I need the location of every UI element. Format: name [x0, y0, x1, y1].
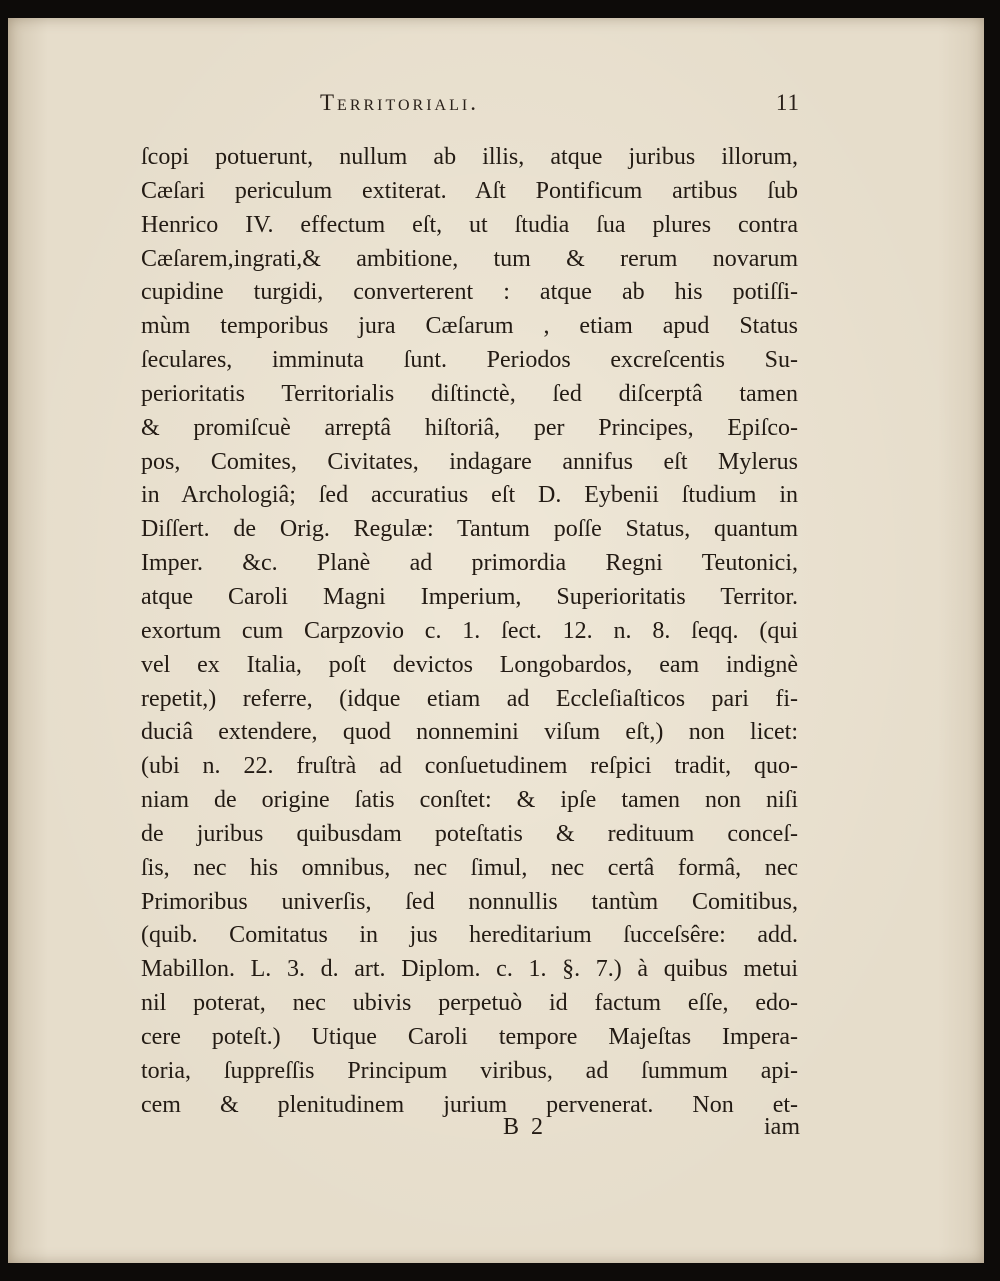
text-line: perioritatis Territorialis diſtinctè, ſed diſcerptâ tamen	[141, 380, 798, 407]
text-line: vel ex Italia, poſt devictos Longobardos, eam indignè	[141, 651, 798, 678]
text-line: in Archologiâ; ſed accuratius eſt D. Eybenii ſtudium in	[141, 482, 798, 509]
text-line: atque Caroli Magni Imperium, Superioritatis Territor.	[141, 583, 798, 610]
text-line: (quib. Comitatus in jus hereditarium ſucceſsêre: add.	[141, 922, 798, 949]
text-line: Henrico IV. effectum eſt, ut ſtudia ſua plures contra	[141, 211, 798, 238]
signature-mark: B 2	[503, 1114, 547, 1140]
page-number: 11	[775, 90, 800, 115]
text-line: Primoribus univerſis, ſed nonnullis tantùm Comitibus,	[141, 888, 798, 915]
text-line: cupidine turgidi, converterent : atque ab his potiſſi-	[141, 279, 798, 306]
text-line: Cæſari periculum extiterat. Aſt Pontificum artibus ſub	[141, 177, 798, 204]
text-line: toria, ſuppreſſis Principum viribus, ad ſummum api-	[141, 1057, 798, 1084]
text-line: de juribus quibusdam poteſtatis & redituum conceſ-	[141, 820, 798, 847]
text-line: & promiſcuè arreptâ hiſtoriâ, per Principes, Epiſco-	[141, 414, 798, 441]
text-line: Mabillon. L. 3. d. art. Diplom. c. 1. §. 7.) à quibus metui	[141, 956, 798, 983]
text-line: Diſſert. de Orig. Regulæ: Tantum poſſe Status, quantum	[141, 516, 798, 543]
text-line: duciâ extendere, quod nonnemini viſum eſt,) non licet:	[141, 719, 798, 746]
text-line: Cæſarem,ingrati,& ambitione, tum & rerum novarum	[141, 245, 798, 272]
text-line: ſis, nec his omnibus, nec ſimul, nec certâ formâ, nec	[141, 854, 798, 881]
text-line: cere poteſt.) Utique Caroli tempore Majeſtas Impera-	[141, 1023, 798, 1050]
text-line: nil poterat, nec ubivis perpetuò id factum eſſe, edo-	[141, 990, 798, 1017]
catchword: iam	[764, 1114, 800, 1140]
body-text	[141, 141, 798, 1122]
text-line: ſcopi potuerunt, nullum ab illis, atque juribus illorum,	[141, 144, 798, 170]
text-line: Imper. &c. Planè ad primordia Regni Teutonici,	[141, 550, 798, 577]
text-line: cem & plenitudinem jurium pervenerat. Non et-	[141, 1091, 798, 1118]
text-line: ſeculares, imminuta ſunt. Periodos excreſcentis Su-	[141, 347, 798, 374]
book-page	[8, 18, 984, 1263]
text-line: repetit,) referre, (idque etiam ad Eccleſiaſticos pari fi-	[141, 685, 798, 712]
running-title: Territoriali.	[320, 90, 479, 115]
text-line: mùm temporibus jura Cæſarum , etiam apud Status	[141, 313, 798, 340]
text-line: niam de origine ſatis conſtet: & ipſe tamen non niſi	[141, 787, 798, 814]
text-line: exortum cum Carpzovio c. 1. ſect. 12. n. 8. ſeqq. (qui	[141, 617, 798, 644]
page-footer	[503, 1114, 800, 1148]
text-line: pos, Comites, Civitates, indagare annifus eſt Mylerus	[141, 448, 798, 475]
text-line: (ubi n. 22. fruſtrà ad conſuetudinem reſpici tradit, quo-	[141, 753, 798, 780]
page-header	[320, 90, 800, 124]
